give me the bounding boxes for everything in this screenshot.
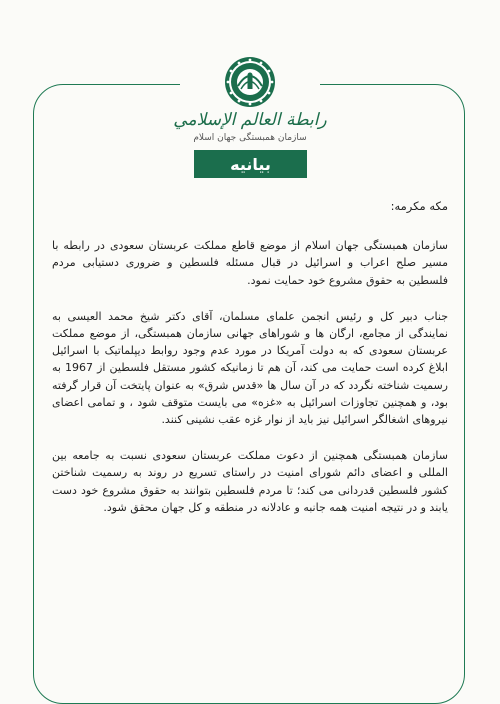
paragraph-3: سازمان همبستگی همچنین از دعوت مملکت عربستان سعودی نسبت به جامعه بین المللی و اعضای دائم شورای امنیت در راستای تسریع در روند به رسمیت شناختن کشور فلسطین قدردانی می کند؛ تا مردم فلسطین بتوانند به حقوق مشروع خود دست یابند و در نتیجه امنیت همه جانبه و عادلانه در منطقه و کل جهان محقق شود. xyxy=(52,449,448,514)
org-name-persian: سازمان همبستگی جهان اسلام xyxy=(193,133,307,143)
statement-body xyxy=(52,198,448,535)
paragraph-1: سازمان همبستگی جهان اسلام از موضع قاطع مملکت عربستان سعودی در رابطه با مسیر صلح اعراب و اسرائیل در قبال مسئله فلسطین و ضروری دستیابی مردم فلسطین به حقوق مشروع خود حمایت نمود. xyxy=(52,239,448,287)
mwl-emblem-icon xyxy=(224,56,276,108)
org-name-arabic: رابطة العالم الإسلامي xyxy=(173,110,327,130)
city-dateline: مکه مکرمه: xyxy=(390,199,448,213)
statement-title xyxy=(194,150,307,178)
paragraph-2: جناب دبیر کل و رئیس انجمن علمای مسلمان، آقای دکتر شیخ محمد العیسی به نمایندگی از مجامع، ارگان ها و شوراهای جهانی سازمان همبستگی، از موضع مملکت عربستان سعودی که به دولت آمریکا در مورد عدم وجود روابط دیپلماتیک با اسرائیل ابلاغ کرده است حمایت می کند، آن هم تا زمانیکه کشور مستقل فلسطین از 1967 به رسمیت شناخته نگردد که در آن سال ها «قدس شرق» به عنوان پایتخت آن قرار گرفته بود، و همچنین تجاوزات اسرائیل به «غزه» می بایست متوقف شود ، و تمامی اعضای نیروهای اشغالگر اسرائیل نیز باید از نوار غزه عقب نشینی کنند. xyxy=(52,309,448,427)
statement-title-label: بیانیه xyxy=(230,154,271,174)
